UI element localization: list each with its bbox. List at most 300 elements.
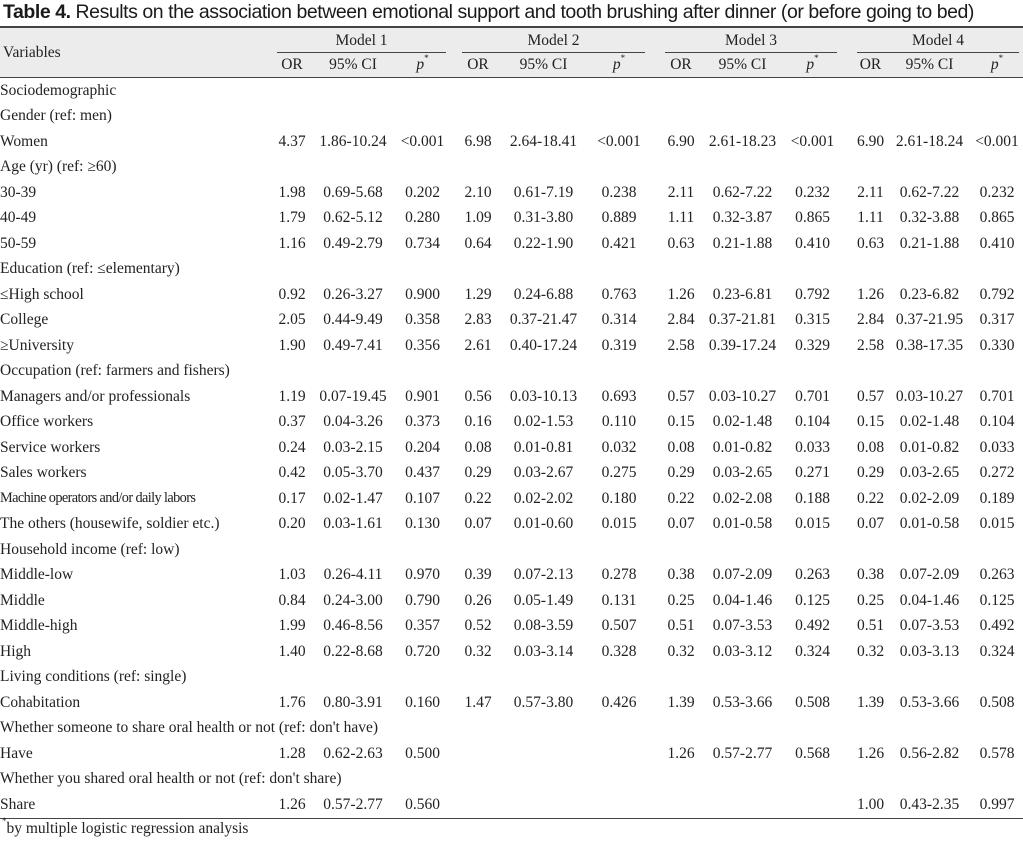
or-value: 1.26: [667, 744, 695, 762]
ci-value: 0.03-10.13: [509, 387, 578, 405]
or-value: 2.58: [856, 336, 885, 354]
or-value: 1.90: [278, 336, 306, 354]
ci-value: 0.21-1.88: [899, 234, 960, 252]
or-value: [661, 78, 701, 104]
ci-value: 0.49-2.79: [323, 234, 383, 252]
ci-value: 0.03-10.27: [895, 387, 964, 405]
p-value: [589, 155, 649, 181]
or-value: [661, 257, 701, 283]
or-value: [661, 155, 701, 181]
column-gap: [450, 282, 458, 308]
table-row: [0, 767, 1023, 793]
p-value: 0.263: [979, 566, 1015, 584]
or-value: [661, 104, 701, 130]
or-value: 2.11: [857, 183, 884, 201]
column-gap: [450, 180, 458, 206]
table-row: [0, 537, 1023, 563]
p-value: [395, 665, 450, 691]
or-header: OR: [273, 53, 311, 78]
p-value: 0.410: [795, 234, 830, 252]
or-value: [273, 537, 311, 563]
p-header: p*: [589, 53, 649, 78]
table-title: Results on the association between emotional support and tooth brushing after dinner (or before going to bed): [75, 1, 974, 23]
ci-value: 0.39-17.24: [708, 336, 777, 354]
p-value: [589, 741, 649, 767]
or-value: 0.07: [667, 515, 695, 533]
table-row: [0, 104, 1023, 130]
p-value: 0.238: [601, 183, 637, 201]
table-row: [0, 308, 1023, 334]
p-value: 0.328: [601, 642, 637, 660]
ci-value: 0.37-21.95: [895, 311, 964, 329]
ci-value: 0.46-8.56: [323, 617, 383, 635]
table-row: [0, 78, 1023, 104]
or-value: 6.90: [667, 132, 695, 150]
column-gap: [841, 588, 853, 614]
or-value: 1.03: [278, 566, 306, 584]
or-value: [853, 104, 888, 130]
ci-value: [701, 155, 784, 181]
p-value: 0.508: [979, 693, 1015, 711]
p-value: 0.437: [405, 464, 440, 482]
ci-value: [701, 716, 784, 742]
ci-value: [311, 155, 395, 181]
p-value: 0.373: [405, 413, 440, 431]
p-value: 0.189: [979, 489, 1015, 507]
ci-value: [498, 257, 589, 283]
group-label: Household income (ref: low): [0, 540, 180, 558]
column-gap: [649, 716, 661, 742]
ci-value: [498, 665, 589, 691]
column-gap: [450, 231, 458, 257]
p-value: [784, 665, 841, 691]
ci-value: 0.37-21.47: [509, 311, 578, 329]
or-value: [853, 665, 888, 691]
p-value: 0.188: [795, 489, 830, 507]
ci-value: 0.03-3.14: [513, 642, 574, 660]
ci-value: [888, 155, 971, 181]
column-gap: [450, 639, 458, 665]
row-label: Cohabitation: [0, 693, 81, 711]
p-value: 0.324: [795, 642, 830, 660]
table-row: [0, 639, 1023, 665]
p-value: 0.033: [979, 438, 1015, 456]
table-footnote: *by multiple logistic regression analysis: [2, 816, 249, 837]
column-gap: [649, 486, 661, 512]
column-gap: [450, 563, 458, 589]
row-label: ≤High school: [0, 285, 84, 303]
p-value: [395, 716, 450, 742]
column-gap: [841, 665, 853, 691]
or-value: 0.39: [464, 566, 492, 584]
p-value: 0.202: [405, 183, 440, 201]
column-gap: [450, 308, 458, 334]
or-value: 0.37: [278, 413, 306, 431]
or-value: 0.08: [464, 438, 492, 456]
ci-value: 0.49-7.41: [323, 336, 383, 354]
table-row: [0, 155, 1023, 181]
column-gap: [841, 512, 853, 538]
p-value: [971, 716, 1023, 742]
or-value: 0.63: [856, 234, 885, 252]
ci-value: 0.53-3.66: [899, 693, 960, 711]
p-value: 0.015: [601, 515, 637, 533]
column-gap: [841, 639, 853, 665]
ci-value: 0.26-4.11: [323, 566, 383, 584]
column-gap: [841, 767, 853, 793]
or-value: 1.09: [464, 209, 492, 227]
column-gap: [450, 461, 458, 487]
or-value: [853, 155, 888, 181]
or-value: 0.51: [856, 617, 885, 635]
ci-value: 0.43-2.35: [888, 792, 971, 818]
p-value: [971, 767, 1023, 793]
column-gap: [649, 155, 661, 181]
ci-value: [311, 359, 395, 385]
p-value: 0.500: [405, 744, 440, 762]
p-value: <0.001: [597, 132, 641, 150]
or-value: 0.84: [278, 591, 306, 609]
p-value: 0.900: [405, 285, 440, 303]
p-value: [784, 716, 841, 742]
row-label: Women: [0, 132, 48, 150]
ci-value: [311, 257, 395, 283]
ci-value: 0.07-3.53: [899, 617, 960, 635]
ci-value: [498, 716, 589, 742]
column-gap: [649, 104, 661, 130]
ci-value: 0.38-17.35: [895, 336, 964, 354]
or-value: 0.25: [856, 591, 885, 609]
ci-value: 0.01-0.58: [899, 515, 960, 533]
or-value: 0.16: [464, 413, 492, 431]
column-gap: [649, 384, 661, 410]
column-gap: [450, 333, 458, 359]
ci-value: [498, 792, 589, 818]
or-value: 0.51: [667, 617, 695, 635]
p-value: 0.426: [601, 693, 637, 711]
p-value: [589, 716, 649, 742]
or-value: 0.29: [856, 464, 885, 482]
p-value: 0.790: [405, 591, 440, 609]
ci-value: [888, 665, 971, 691]
column-gap: [649, 359, 661, 385]
column-gap: [649, 282, 661, 308]
ci-value: [888, 359, 971, 385]
ci-value: 0.32-3.88: [899, 209, 960, 227]
row-label: 50-59: [0, 234, 37, 252]
table-row: [0, 486, 1023, 512]
row-label: Share: [0, 792, 273, 818]
table-row: [0, 614, 1023, 640]
or-value: 0.32: [667, 642, 695, 660]
row-label: College: [0, 311, 49, 329]
column-gap: [649, 537, 661, 563]
p-value: 0.263: [795, 566, 830, 584]
ci-value: 0.07-2.09: [712, 566, 773, 584]
p-value: [971, 665, 1023, 691]
column-gap: [450, 792, 458, 818]
p-value: 0.421: [601, 234, 637, 252]
ci-value: 0.53-3.66: [712, 693, 773, 711]
p-value: [589, 767, 649, 793]
ci-value: 0.04-3.26: [323, 413, 383, 431]
or-value: 0.22: [464, 489, 492, 507]
column-gap: [649, 435, 661, 461]
ci-value: [701, 665, 784, 691]
ci-value: 0.23-6.82: [899, 285, 960, 303]
ci-value: 0.07-2.13: [513, 566, 574, 584]
ci-value: 0.56-2.82: [899, 744, 960, 762]
p-value: 0.492: [795, 617, 830, 635]
p-value: 0.110: [601, 413, 637, 431]
ci-value: 0.22-8.68: [323, 642, 383, 660]
p-value: 0.720: [405, 642, 440, 660]
or-value: 0.57: [667, 387, 695, 405]
or-value: 0.64: [464, 234, 492, 252]
ci-value: 0.01-0.81: [513, 438, 574, 456]
column-gap: [841, 282, 853, 308]
column-gap: [649, 78, 661, 104]
or-value: 2.84: [856, 311, 885, 329]
ci-value: 1.86-10.24: [319, 132, 387, 150]
or-value: [458, 257, 498, 283]
column-gap: [841, 410, 853, 436]
or-value: 0.29: [667, 464, 695, 482]
table-row: [0, 665, 1023, 691]
or-value: [273, 104, 311, 130]
p-value: [395, 537, 450, 563]
table-header: [0, 27, 1023, 78]
column-gap: [450, 410, 458, 436]
ci-value: 0.08-3.59: [513, 617, 574, 635]
column-gap: [649, 741, 661, 767]
ci-value: [498, 537, 589, 563]
p-header: p*: [971, 53, 1023, 78]
p-value: [589, 537, 649, 563]
p-value: [971, 537, 1023, 563]
p-value: 0.330: [979, 336, 1015, 354]
or-value: [853, 359, 888, 385]
ci-value: 0.03-10.27: [708, 387, 777, 405]
row-label: High: [0, 642, 31, 660]
table-body: [0, 78, 1023, 819]
p-value: <0.001: [975, 132, 1019, 150]
p-value: 0.104: [795, 413, 830, 431]
table-row: [0, 461, 1023, 487]
group-label: Age (yr) (ref: ≥60): [0, 158, 117, 176]
ci-value: [498, 78, 589, 104]
or-value: [273, 78, 311, 104]
p-value: [784, 767, 841, 793]
or-value: 4.37: [278, 132, 306, 150]
table-row: [0, 129, 1023, 155]
or-value: 1.39: [667, 693, 695, 711]
p-value: 0.275: [601, 464, 637, 482]
column-gap: [649, 206, 661, 232]
or-value: [458, 741, 498, 767]
p-value: 0.125: [979, 591, 1015, 609]
or-value: 0.42: [278, 464, 306, 482]
column-gap: [450, 486, 458, 512]
table-row: [0, 257, 1023, 283]
p-value: 0.578: [979, 744, 1015, 762]
or-value: 1.26: [273, 792, 311, 818]
row-label: Machine operators and/or daily labors: [0, 490, 196, 507]
p-value: 0.792: [979, 285, 1015, 303]
or-value: 1.79: [278, 209, 306, 227]
ci-value: 0.57-2.77: [311, 792, 395, 818]
or-value: 0.26: [464, 591, 492, 609]
table-row: [0, 741, 1023, 767]
column-gap: [450, 104, 458, 130]
or-value: [458, 104, 498, 130]
table-number: Table 4.: [3, 1, 71, 23]
p-value: [784, 257, 841, 283]
ci-value: 0.57-2.77: [712, 744, 773, 762]
p-value: 0.232: [979, 183, 1015, 201]
p-value: 0.204: [405, 438, 440, 456]
p-value: 0.278: [601, 566, 637, 584]
or-value: 1.00: [853, 792, 888, 818]
p-value: 0.314: [601, 311, 637, 329]
column-gap: [841, 741, 853, 767]
or-value: 0.92: [278, 285, 306, 303]
column-gap: [450, 588, 458, 614]
ci-value: 0.04-1.46: [712, 591, 773, 609]
ci-value: 0.22-1.90: [513, 234, 574, 252]
or-value: [458, 78, 498, 104]
or-value: [661, 716, 701, 742]
or-value: 1.76: [278, 693, 306, 711]
column-gap: [649, 333, 661, 359]
results-table: [0, 26, 1023, 819]
table-row: [0, 435, 1023, 461]
column-gap: [841, 563, 853, 589]
ci-value: 0.01-0.82: [712, 438, 773, 456]
column-gap: [450, 512, 458, 538]
or-value: 0.07: [856, 515, 885, 533]
column-gap: [450, 741, 458, 767]
or-value: [458, 792, 498, 818]
or-value: [853, 257, 888, 283]
column-gap: [649, 129, 661, 155]
or-value: 1.40: [278, 642, 306, 660]
ci-value: 0.62-7.22: [899, 183, 960, 201]
ci-value: 0.07-3.53: [712, 617, 773, 635]
row-label: Middle-high: [0, 617, 78, 635]
or-value: 1.29: [464, 285, 492, 303]
table-row: [0, 512, 1023, 538]
ci-value: 2.64-18.41: [509, 132, 578, 150]
table-row: [0, 333, 1023, 359]
or-value: 2.11: [667, 183, 695, 201]
or-value: 1.99: [278, 617, 306, 635]
p-value: 0.015: [979, 515, 1015, 533]
or-value: 1.26: [856, 285, 885, 303]
p-value: [784, 155, 841, 181]
ci-value: [498, 359, 589, 385]
column-gap: [841, 308, 853, 334]
p-value: [784, 78, 841, 104]
p-value: 0.568: [795, 744, 830, 762]
column-gap: [841, 435, 853, 461]
or-value: 0.38: [856, 566, 885, 584]
ci-value: [311, 104, 395, 130]
ci-header: 95% CI: [701, 53, 784, 78]
column-gap: [450, 78, 458, 104]
ci-value: [311, 665, 395, 691]
ci-value: [701, 537, 784, 563]
or-value: 0.17: [278, 489, 306, 507]
ci-value: 2.61-18.23: [708, 132, 777, 150]
p-value: 0.560: [395, 792, 450, 818]
or-value: 1.16: [278, 234, 306, 252]
or-value: [458, 665, 498, 691]
p-value: 0.280: [405, 209, 440, 227]
ci-value: 0.31-3.80: [513, 209, 574, 227]
table-row: [0, 588, 1023, 614]
or-value: 1.47: [464, 693, 492, 711]
p-value: 0.015: [795, 515, 830, 533]
p-value: [589, 359, 649, 385]
ci-header: 95% CI: [888, 53, 971, 78]
p-value: [784, 359, 841, 385]
p-value: 0.701: [795, 387, 830, 405]
or-value: [853, 767, 888, 793]
or-value: 0.29: [464, 464, 492, 482]
p-header: p*: [784, 53, 841, 78]
or-value: 0.38: [667, 566, 695, 584]
column-gap: [649, 563, 661, 589]
ci-value: 0.57-3.80: [513, 693, 574, 711]
p-value: 0.329: [795, 336, 830, 354]
row-label: Managers and/or professionals: [0, 387, 191, 405]
or-value: [661, 359, 701, 385]
column-gap: [450, 537, 458, 563]
ci-value: 0.02-1.53: [513, 413, 574, 431]
ci-value: 0.62-7.22: [712, 183, 773, 201]
or-value: 2.84: [667, 311, 695, 329]
row-label: Sales workers: [0, 464, 87, 482]
p-value: 0.033: [795, 438, 830, 456]
or-value: [661, 767, 701, 793]
or-value: 2.05: [278, 311, 306, 329]
ci-value: 0.40-17.24: [509, 336, 578, 354]
column-gap: [450, 206, 458, 232]
table-row: [0, 359, 1023, 385]
p-value: 0.357: [405, 617, 440, 635]
column-gap: [450, 716, 458, 742]
or-value: 0.56: [464, 387, 492, 405]
p-value: [395, 104, 450, 130]
p-value: 0.701: [979, 387, 1015, 405]
ci-value: 0.37-21.81: [708, 311, 777, 329]
ci-value: [888, 537, 971, 563]
ci-value: [311, 78, 395, 104]
p-value: [589, 792, 649, 818]
column-gap: [450, 665, 458, 691]
p-value: [784, 104, 841, 130]
p-value: [971, 104, 1023, 130]
or-value: 6.98: [464, 132, 492, 150]
column-gap: [649, 257, 661, 283]
ci-value: 0.01-0.58: [712, 515, 773, 533]
group-label: Whether someone to share oral health or not (ref: don't have): [0, 719, 379, 737]
ci-value: [498, 741, 589, 767]
group-label: Occupation (ref: farmers and fishers): [0, 362, 230, 380]
column-gap: [841, 614, 853, 640]
row-label: 30-39: [0, 183, 37, 201]
